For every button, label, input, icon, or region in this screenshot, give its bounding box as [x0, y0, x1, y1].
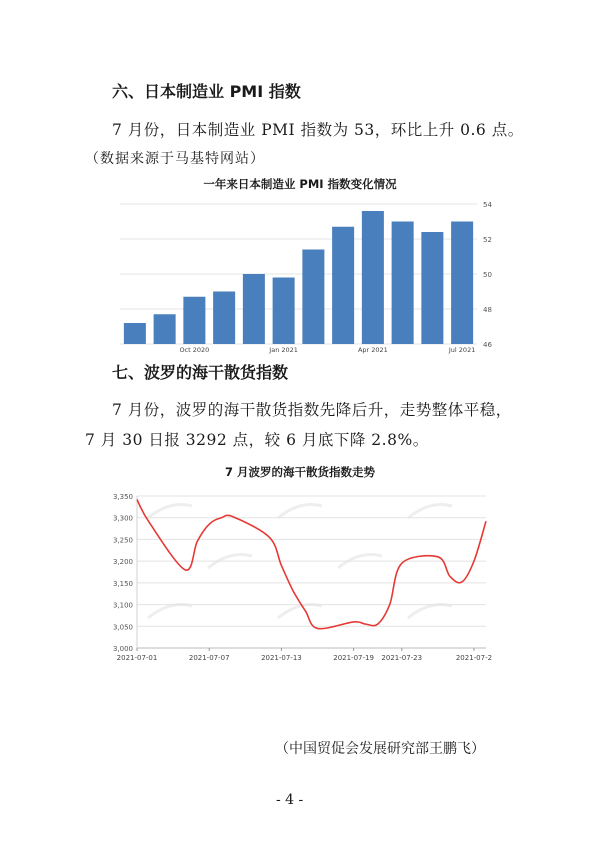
- bdi-ytick-label: 3,250: [112, 536, 133, 545]
- bdi-xtick-label: 2021-07-07: [188, 654, 230, 662]
- pmi-ytick-label: 50: [483, 271, 492, 279]
- data-source-note: （数据来源于马基特网站）: [85, 151, 265, 167]
- pmi-chart-title: 一年来日本制造业 PMI 指数变化情况: [203, 177, 397, 191]
- pmi-xtick-label: Jul 2021: [448, 346, 476, 354]
- bdi-xtick-label: 2021-07-2: [455, 654, 493, 662]
- pmi-xtick-label: Jan 2021: [269, 346, 298, 354]
- section6-paragraph: 7 月份，日本制造业 PMI 指数为 53，环比上升 0.6 点。: [112, 121, 524, 139]
- watermark-mark: [408, 605, 452, 619]
- bdi-xtick-label: 2021-07-13: [261, 654, 302, 662]
- bdi-ytick-label: 3,200: [112, 558, 133, 567]
- section7-paragraph-line1: 7 月份，波罗的海干散货指数先降后升，走势整体平稳，: [112, 401, 512, 419]
- bdi-ytick-label: 3,100: [112, 601, 133, 610]
- section6-heading: 六、日本制造业 PMI 指数: [112, 82, 301, 101]
- author-credit: （中国贸促会发展研究部王鹏飞）: [275, 741, 485, 757]
- page-number: - 4 -: [276, 792, 304, 808]
- bdi-ytick-label: 3,300: [112, 514, 133, 523]
- pmi-ytick-label: 54: [483, 201, 492, 209]
- pmi-xtick-label: Oct 2020: [179, 346, 210, 354]
- bdi-ytick-label: 3,000: [112, 645, 133, 653]
- pmi-ytick-label: 48: [483, 306, 492, 314]
- watermark-mark: [408, 505, 452, 519]
- bdi-xtick-label: 2021-07-23: [381, 654, 423, 662]
- section7-paragraph-line2: 7 月 30 日报 3292 点，较 6 月底下降 2.8%。: [85, 431, 429, 449]
- bdi-xtick-label: 2021-07-19: [333, 654, 374, 662]
- section7-heading: 七、波罗的海干散货指数: [112, 363, 289, 382]
- watermark-mark: [278, 605, 322, 619]
- bdi-xtick-label: 2021-07-01: [116, 654, 158, 662]
- watermark-mark: [278, 505, 322, 519]
- watermark-mark: [148, 505, 192, 519]
- pmi-ytick-label: 46: [483, 341, 492, 349]
- bdi-series-line: [137, 499, 486, 628]
- bdi-ytick-label: 3,050: [112, 623, 133, 632]
- bdi-ytick-label: 3,150: [112, 579, 133, 588]
- bdi-ytick-label: 3,350: [112, 493, 133, 501]
- pmi-ytick-label: 52: [483, 236, 492, 244]
- watermark-mark: [148, 605, 192, 619]
- pmi-xtick-label: Apr 2021: [357, 346, 388, 354]
- bdi-chart-title: 7 月波罗的海干散货指数走势: [224, 465, 375, 479]
